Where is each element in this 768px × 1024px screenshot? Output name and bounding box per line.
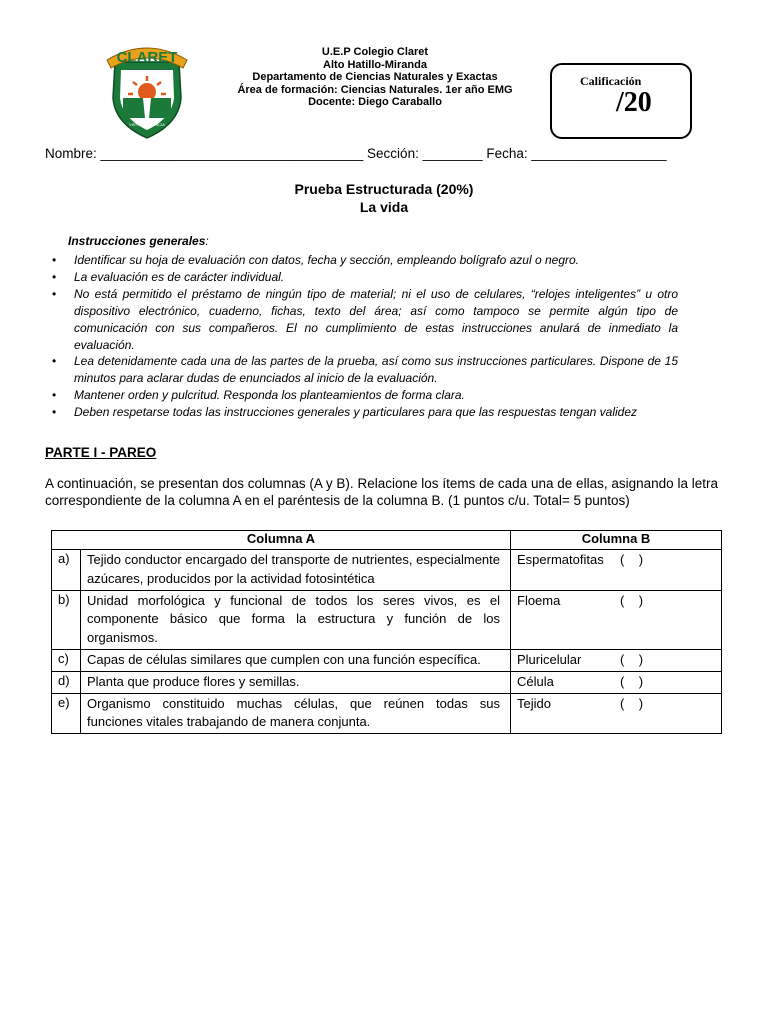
grade-label: Calificación (580, 74, 642, 88)
column-b-header: Columna B (511, 531, 722, 550)
row-letter: e) (52, 693, 81, 734)
bullet-icon: • (52, 286, 57, 301)
row-term: Espermatofitas (517, 552, 604, 567)
department: Departamento de Ciencias Naturales y Exactas (252, 71, 498, 83)
matching-table (51, 530, 722, 734)
row-term: Célula (517, 673, 554, 689)
table-row (52, 590, 722, 649)
instruction-text: No está permitido el préstamo de ningún tipo de material; ni el uso de celulares, “relojes inteligentes” u otro dispositivo electrónico, cuaderno, fichas, texto del área; así como tampoco se permite algún tipo de comunicación con sus compañeros. El no cumplimiento de estas instrucciones anulará de inmediato la evaluación. (74, 286, 678, 352)
row-description: Planta que produce flores y semillas. (81, 671, 511, 693)
instructions-heading-colon: : (205, 234, 209, 248)
instruction-text: Deben respetarse todas las instrucciones generales y particulares para que las respuestas tengan validez (74, 405, 637, 420)
student-info-line: Nombre: ___________________________________ Sección: ________ Fecha: __________________ (45, 146, 667, 161)
row-term: Tejido (517, 695, 551, 711)
teacher: Docente: Diego Caraballo (308, 96, 442, 108)
row-letter: a) (52, 550, 81, 591)
instruction-text: Mantener orden y pulcritud. Responda los planteamientos de forma clara. (74, 388, 465, 403)
bullet-icon: • (52, 388, 57, 403)
grade-box (550, 63, 692, 139)
list-item (52, 404, 678, 421)
answer-blank[interactable]: ( ) (620, 673, 644, 689)
subject-area: Área de formación: Ciencias Naturales. 1er año EMG (237, 83, 513, 96)
logo-motto: VIRTUD Y CIENCIA (129, 122, 165, 127)
list-item (52, 252, 678, 269)
bullet-icon: • (52, 253, 57, 267)
test-title: Prueba Estructurada (20%) (294, 181, 474, 197)
instruction-text: Lea detenidamente cada una de las partes de la prueba, así como sus instrucciones particulares. Dispone de 15 minutos para aclarar dudas de enunciados al inicio de la evaluación. (74, 354, 678, 386)
school-name: U.E.P Colegio Claret (321, 46, 429, 58)
row-letter: d) (52, 671, 81, 693)
school-logo (103, 40, 191, 140)
row-term-cell (511, 693, 722, 734)
list-item (52, 269, 678, 286)
row-term-cell (511, 590, 722, 649)
column-a-header: Columna A (52, 531, 511, 550)
row-term-cell (511, 649, 722, 671)
row-description: Unidad morfológica y funcional de todos los seres vivos, es el componente básico que forma la estructura y función de los organismos. (81, 590, 511, 649)
row-letter: c) (52, 649, 81, 671)
table-header-row (52, 531, 722, 550)
row-term: Floema (517, 592, 561, 608)
instructions-heading-text: Instrucciones generales (68, 234, 206, 248)
bullet-icon: • (52, 269, 57, 284)
test-subtitle: La vida (359, 199, 409, 215)
table-row (52, 693, 722, 734)
row-term-cell (511, 550, 722, 591)
table-row (52, 649, 722, 671)
row-term-cell (511, 671, 722, 693)
bullet-icon: • (52, 405, 57, 420)
list-item (52, 353, 678, 387)
row-description: Organismo constituido muchas células, que reúnen todas sus funciones vitales trabajando de manera conjunta. (81, 693, 511, 734)
answer-blank[interactable]: ( ) (620, 592, 644, 608)
table-row (52, 671, 722, 693)
answer-blank[interactable]: ( ) (620, 695, 644, 711)
grade-value: /20 (616, 87, 652, 118)
instruction-text: Identificar su hoja de evaluación con datos, fecha y sección, empleando bolígrafo azul o negro. (74, 253, 579, 267)
answer-blank[interactable]: ( ) (620, 651, 644, 667)
logo-text: CLARET (116, 49, 178, 66)
table-row (52, 550, 722, 591)
part1-intro: A continuación, se presentan dos columnas (A y B). Relacione los ítems de cada una de ellas, asignando la letra correspondiente de la columna A en el paréntesis de la columna B. (1 puntos c/u. Total= 5 puntos) (45, 476, 718, 508)
instruction-text: La evaluación es de carácter individual. (74, 269, 285, 284)
row-description: Tejido conductor encargado del transporte de nutrientes, especialmente azúcares, producidos por la actividad fotosintética (81, 550, 511, 591)
row-letter: b) (52, 590, 81, 649)
list-item (52, 286, 678, 354)
row-description: Capas de células similares que cumplen con una función específica. (81, 649, 511, 671)
instructions-list (52, 252, 678, 421)
row-term: Pluricelular (517, 651, 582, 667)
list-item (52, 387, 678, 404)
school-location: Alto Hatillo-Miranda (323, 58, 427, 71)
answer-blank[interactable]: ( ) (620, 552, 644, 567)
bullet-icon: • (52, 354, 57, 369)
instructions-heading (68, 234, 209, 248)
part1-title: PARTE I - PAREO (45, 445, 157, 460)
school-header (230, 46, 520, 109)
